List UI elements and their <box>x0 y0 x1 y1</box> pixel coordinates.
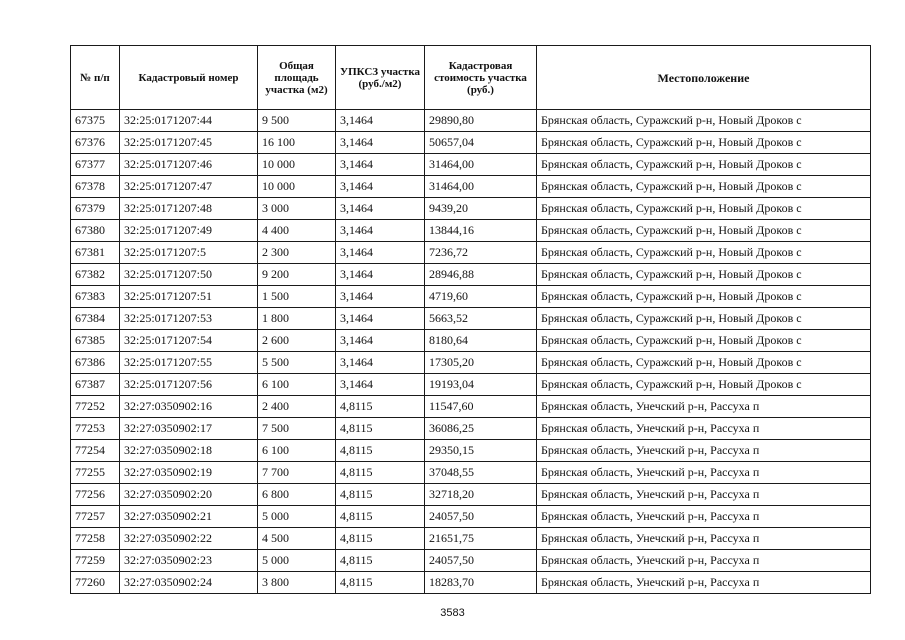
cell-area: 10 000 <box>258 176 336 198</box>
table-row <box>71 374 871 396</box>
cell-cadastral-number: 32:25:0171207:48 <box>120 198 258 220</box>
table-body <box>71 110 871 594</box>
cell-num: 67380 <box>71 220 120 242</box>
cell-cadastral-number: 32:27:0350902:22 <box>120 528 258 550</box>
cell-cadastral-number: 32:27:0350902:16 <box>120 396 258 418</box>
cell-cadastral-value: 37048,55 <box>425 462 537 484</box>
page-number: 3583 <box>440 607 465 619</box>
table-row <box>71 440 871 462</box>
cell-cadastral-value: 17305,20 <box>425 352 537 374</box>
cell-location: Брянская область, Унечский р-н, Рассуха п <box>537 440 871 462</box>
cell-cadastral-number: 32:25:0171207:45 <box>120 132 258 154</box>
cell-upksz: 3,1464 <box>336 242 425 264</box>
cell-num: 77259 <box>71 550 120 572</box>
cell-location: Брянская область, Суражский р-н, Новый Дроков с <box>537 264 871 286</box>
cell-location: Брянская область, Унечский р-н, Рассуха п <box>537 572 871 594</box>
cadastral-table <box>70 45 871 594</box>
cell-num: 67382 <box>71 264 120 286</box>
table-row <box>71 418 871 440</box>
table-row <box>71 330 871 352</box>
cell-location: Брянская область, Унечский р-н, Рассуха п <box>537 418 871 440</box>
header-num: № п/п <box>71 46 120 110</box>
cell-location: Брянская область, Суражский р-н, Новый Дроков с <box>537 110 871 132</box>
cell-cadastral-value: 32718,20 <box>425 484 537 506</box>
header-upksz: УПКСЗ участка (руб./м2) <box>336 46 425 110</box>
cell-area: 2 600 <box>258 330 336 352</box>
cell-location: Брянская область, Суражский р-н, Новый Дроков с <box>537 132 871 154</box>
cell-upksz: 3,1464 <box>336 154 425 176</box>
cell-upksz: 3,1464 <box>336 132 425 154</box>
cell-cadastral-value: 31464,00 <box>425 176 537 198</box>
cell-upksz: 4,8115 <box>336 572 425 594</box>
cell-location: Брянская область, Суражский р-н, Новый Дроков с <box>537 352 871 374</box>
cell-num: 77260 <box>71 572 120 594</box>
cell-cadastral-number: 32:25:0171207:46 <box>120 154 258 176</box>
cell-location: Брянская область, Суражский р-н, Новый Дроков с <box>537 374 871 396</box>
cell-area: 4 400 <box>258 220 336 242</box>
table-row <box>71 462 871 484</box>
cell-cadastral-value: 5663,52 <box>425 308 537 330</box>
table-row <box>71 528 871 550</box>
cell-cadastral-number: 32:25:0171207:5 <box>120 242 258 264</box>
cell-cadastral-number: 32:25:0171207:50 <box>120 264 258 286</box>
cell-cadastral-number: 32:27:0350902:21 <box>120 506 258 528</box>
cell-cadastral-value: 7236,72 <box>425 242 537 264</box>
cell-location: Брянская область, Унечский р-н, Рассуха п <box>537 550 871 572</box>
cell-num: 67377 <box>71 154 120 176</box>
cell-location: Брянская область, Суражский р-н, Новый Дроков с <box>537 154 871 176</box>
table-row <box>71 352 871 374</box>
cell-location: Брянская область, Унечский р-н, Рассуха п <box>537 462 871 484</box>
table-row <box>71 242 871 264</box>
cell-cadastral-number: 32:25:0171207:51 <box>120 286 258 308</box>
cell-area: 1 500 <box>258 286 336 308</box>
cell-cadastral-value: 11547,60 <box>425 396 537 418</box>
table-row <box>71 154 871 176</box>
table-row <box>71 506 871 528</box>
header-location: Местоположение <box>537 46 871 110</box>
cell-area: 16 100 <box>258 132 336 154</box>
cell-area: 9 200 <box>258 264 336 286</box>
cell-upksz: 3,1464 <box>336 198 425 220</box>
cell-area: 10 000 <box>258 154 336 176</box>
cell-upksz: 4,8115 <box>336 396 425 418</box>
cell-cadastral-value: 28946,88 <box>425 264 537 286</box>
table-row <box>71 176 871 198</box>
cell-cadastral-value: 24057,50 <box>425 506 537 528</box>
cell-cadastral-value: 18283,70 <box>425 572 537 594</box>
table-row <box>71 550 871 572</box>
cell-area: 2 400 <box>258 396 336 418</box>
cell-area: 5 000 <box>258 506 336 528</box>
table-row <box>71 308 871 330</box>
cell-area: 9 500 <box>258 110 336 132</box>
table-row <box>71 396 871 418</box>
cell-cadastral-number: 32:27:0350902:18 <box>120 440 258 462</box>
cell-num: 67376 <box>71 132 120 154</box>
cell-upksz: 4,8115 <box>336 462 425 484</box>
cell-cadastral-number: 32:25:0171207:56 <box>120 374 258 396</box>
cell-cadastral-number: 32:25:0171207:55 <box>120 352 258 374</box>
cell-upksz: 4,8115 <box>336 484 425 506</box>
cell-cadastral-value: 36086,25 <box>425 418 537 440</box>
cell-cadastral-value: 4719,60 <box>425 286 537 308</box>
cell-cadastral-value: 50657,04 <box>425 132 537 154</box>
cell-location: Брянская область, Суражский р-н, Новый Дроков с <box>537 176 871 198</box>
cell-area: 7 700 <box>258 462 336 484</box>
cell-area: 6 100 <box>258 374 336 396</box>
cell-cadastral-value: 24057,50 <box>425 550 537 572</box>
table-row <box>71 484 871 506</box>
cell-cadastral-number: 32:25:0171207:47 <box>120 176 258 198</box>
cell-area: 1 800 <box>258 308 336 330</box>
cell-area: 2 300 <box>258 242 336 264</box>
cell-num: 67386 <box>71 352 120 374</box>
cell-cadastral-number: 32:27:0350902:19 <box>120 462 258 484</box>
cell-num: 67387 <box>71 374 120 396</box>
cell-upksz: 3,1464 <box>336 308 425 330</box>
cell-cadastral-number: 32:27:0350902:23 <box>120 550 258 572</box>
cell-area: 7 500 <box>258 418 336 440</box>
cell-location: Брянская область, Суражский р-н, Новый Дроков с <box>537 308 871 330</box>
cell-location: Брянская область, Унечский р-н, Рассуха п <box>537 396 871 418</box>
cell-upksz: 4,8115 <box>336 550 425 572</box>
cell-upksz: 3,1464 <box>336 220 425 242</box>
cell-cadastral-value: 29350,15 <box>425 440 537 462</box>
cell-num: 67381 <box>71 242 120 264</box>
cell-cadastral-number: 32:27:0350902:24 <box>120 572 258 594</box>
cell-area: 5 500 <box>258 352 336 374</box>
cell-cadastral-number: 32:25:0171207:54 <box>120 330 258 352</box>
cell-cadastral-value: 13844,16 <box>425 220 537 242</box>
cell-upksz: 3,1464 <box>336 330 425 352</box>
cell-location: Брянская область, Суражский р-н, Новый Дроков с <box>537 220 871 242</box>
cell-cadastral-value: 8180,64 <box>425 330 537 352</box>
cell-cadastral-value: 29890,80 <box>425 110 537 132</box>
cell-cadastral-number: 32:25:0171207:49 <box>120 220 258 242</box>
cell-num: 67385 <box>71 330 120 352</box>
cell-cadastral-number: 32:27:0350902:17 <box>120 418 258 440</box>
cell-num: 77254 <box>71 440 120 462</box>
header-area: Общая площадь участка (м2) <box>258 46 336 110</box>
header-cadastral-value: Кадастровая стоимость участка (руб.) <box>425 46 537 110</box>
cell-cadastral-value: 31464,00 <box>425 154 537 176</box>
cell-cadastral-number: 32:25:0171207:44 <box>120 110 258 132</box>
cell-location: Брянская область, Суражский р-н, Новый Дроков с <box>537 330 871 352</box>
cell-area: 6 800 <box>258 484 336 506</box>
cell-cadastral-number: 32:27:0350902:20 <box>120 484 258 506</box>
cell-area: 3 000 <box>258 198 336 220</box>
table-row <box>71 572 871 594</box>
cell-upksz: 4,8115 <box>336 506 425 528</box>
cell-area: 3 800 <box>258 572 336 594</box>
cell-num: 67383 <box>71 286 120 308</box>
cell-num: 67379 <box>71 198 120 220</box>
cell-upksz: 3,1464 <box>336 264 425 286</box>
cell-location: Брянская область, Унечский р-н, Рассуха п <box>537 484 871 506</box>
cell-cadastral-number: 32:25:0171207:53 <box>120 308 258 330</box>
cell-location: Брянская область, Суражский р-н, Новый Дроков с <box>537 286 871 308</box>
cell-location: Брянская область, Суражский р-н, Новый Дроков с <box>537 198 871 220</box>
cell-upksz: 4,8115 <box>336 528 425 550</box>
cell-cadastral-value: 21651,75 <box>425 528 537 550</box>
table-row <box>71 220 871 242</box>
cell-cadastral-value: 19193,04 <box>425 374 537 396</box>
cell-num: 67384 <box>71 308 120 330</box>
cell-cadastral-value: 9439,20 <box>425 198 537 220</box>
cell-upksz: 3,1464 <box>336 176 425 198</box>
cell-upksz: 3,1464 <box>336 286 425 308</box>
cell-upksz: 3,1464 <box>336 110 425 132</box>
table-row <box>71 110 871 132</box>
cell-upksz: 4,8115 <box>336 440 425 462</box>
cell-upksz: 3,1464 <box>336 374 425 396</box>
cell-num: 67375 <box>71 110 120 132</box>
table-row <box>71 264 871 286</box>
cell-location: Брянская область, Суражский р-н, Новый Дроков с <box>537 242 871 264</box>
cell-location: Брянская область, Унечский р-н, Рассуха п <box>537 528 871 550</box>
cell-num: 67378 <box>71 176 120 198</box>
cell-area: 6 100 <box>258 440 336 462</box>
cell-area: 4 500 <box>258 528 336 550</box>
cell-num: 77256 <box>71 484 120 506</box>
cell-num: 77257 <box>71 506 120 528</box>
cell-upksz: 4,8115 <box>336 418 425 440</box>
cell-num: 77255 <box>71 462 120 484</box>
cell-location: Брянская область, Унечский р-н, Рассуха п <box>537 506 871 528</box>
table-row <box>71 286 871 308</box>
cell-num: 77252 <box>71 396 120 418</box>
cell-upksz: 3,1464 <box>336 352 425 374</box>
cell-area: 5 000 <box>258 550 336 572</box>
table-header-row <box>71 46 871 110</box>
table-row <box>71 132 871 154</box>
header-cadastral-number: Кадастровый номер <box>120 46 258 110</box>
cell-num: 77258 <box>71 528 120 550</box>
table-row <box>71 198 871 220</box>
cell-num: 77253 <box>71 418 120 440</box>
